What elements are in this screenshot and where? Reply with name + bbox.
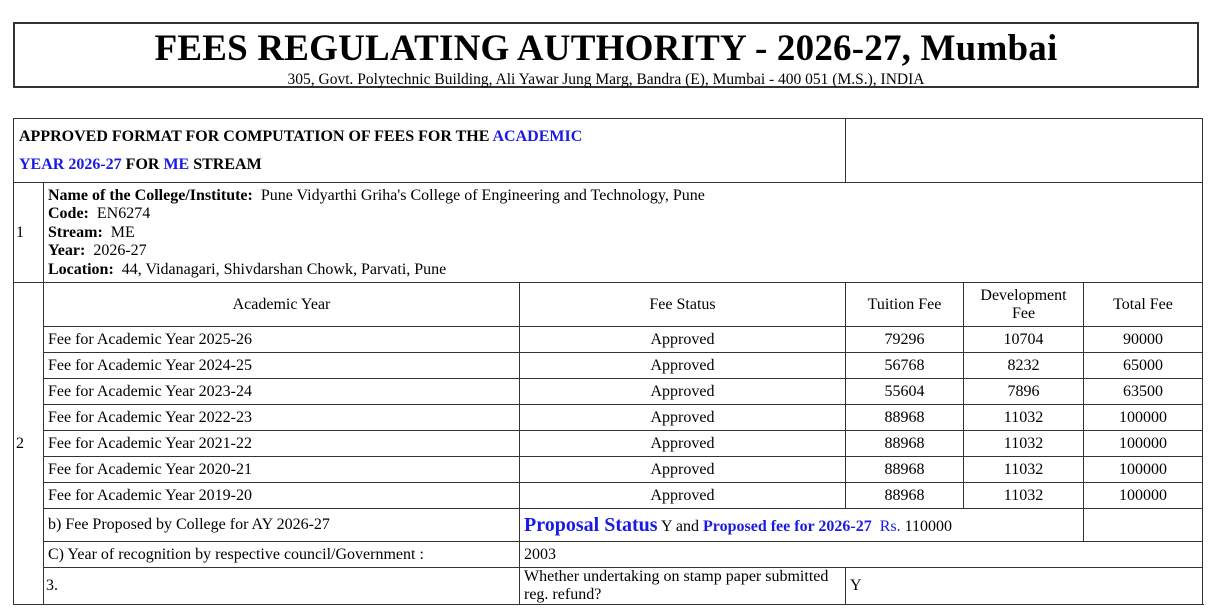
row-academic-year: Fee for Academic Year 2019-20 <box>44 483 520 509</box>
row-total-fee: 100000 <box>1084 483 1203 509</box>
college-name: Pune Vidyarthi Griha's College of Engineering and Technology, Pune <box>260 186 705 204</box>
row-fee-status: Approved <box>520 457 846 483</box>
row-development-fee: 8232 <box>964 353 1084 379</box>
proposed-fee-value: 110000 <box>900 517 953 535</box>
recognition-label: C) Year of recognition by respective council/Government : <box>44 542 520 568</box>
row-fee-status: Approved <box>520 353 846 379</box>
section-number-1: 1 <box>14 183 44 283</box>
fee-table-header-row <box>14 283 1203 327</box>
college-info-row <box>14 183 1203 283</box>
table-row <box>14 405 1203 431</box>
fee-computation-table <box>13 118 1203 605</box>
table-row <box>14 431 1203 457</box>
undertaking-row <box>14 568 1203 605</box>
college-location: 44, Vidanagari, Shivdarshan Chowk, Parvati, Pune <box>121 260 447 278</box>
col-tuition-fee: Tuition Fee <box>846 283 964 327</box>
row-total-fee: 100000 <box>1084 457 1203 483</box>
row-fee-status: Approved <box>520 483 846 509</box>
table-row <box>14 353 1203 379</box>
row-development-fee: 11032 <box>964 431 1084 457</box>
proposed-fee-label-blue: Proposed fee for 2026-27 <box>703 517 872 535</box>
row-total-fee: 90000 <box>1084 327 1203 353</box>
row-development-fee: 10704 <box>964 327 1084 353</box>
col-total-fee: Total Fee <box>1084 283 1203 327</box>
row-academic-year: Fee for Academic Year 2020-21 <box>44 457 520 483</box>
row-fee-status: Approved <box>520 379 846 405</box>
row-total-fee: 65000 <box>1084 353 1203 379</box>
row-tuition-fee: 88968 <box>846 457 964 483</box>
row-academic-year: Fee for Academic Year 2023-24 <box>44 379 520 405</box>
row-tuition-fee: 88968 <box>846 431 964 457</box>
row-total-fee: 63500 <box>1084 379 1203 405</box>
row-fee-status: Approved <box>520 327 846 353</box>
col-development-fee: Development Fee <box>964 283 1084 327</box>
college-year: 2026-27 <box>93 242 147 260</box>
proposed-fee-empty-cell <box>1084 509 1203 542</box>
section-number-3: 3. <box>44 568 520 605</box>
format-title-empty-cell <box>846 119 1203 183</box>
row-total-fee: 100000 <box>1084 405 1203 431</box>
proposed-fee-details <box>520 509 1084 542</box>
row-academic-year: Fee for Academic Year 2021-22 <box>44 431 520 457</box>
row-fee-status: Approved <box>520 405 846 431</box>
row-academic-year: Fee for Academic Year 2025-26 <box>44 327 520 353</box>
col-fee-status: Fee Status <box>520 283 846 327</box>
rs-label: Rs. <box>879 517 901 535</box>
row-development-fee: 11032 <box>964 405 1084 431</box>
section-number-2: 2 <box>14 283 44 605</box>
row-academic-year: Fee for Academic Year 2022-23 <box>44 405 520 431</box>
format-title-row <box>14 119 1203 183</box>
table-row <box>14 379 1203 405</box>
row-development-fee: 11032 <box>964 483 1084 509</box>
format-title: APPROVED FORMAT FOR COMPUTATION OF FEES FOR THE ACADEMIC YEAR 2026-27 FOR ME STREAM <box>14 119 846 183</box>
table-row <box>14 327 1203 353</box>
header-box <box>13 22 1199 88</box>
recognition-value: 2003 <box>520 542 1203 568</box>
row-development-fee: 11032 <box>964 457 1084 483</box>
authority-address: 305, Govt. Polytechnic Building, Ali Yawar Jung Marg, Bandra (E), Mumbai - 400 051 (M.S.), INDIA <box>287 71 925 88</box>
proposed-fee-row <box>14 509 1203 542</box>
table-row <box>14 457 1203 483</box>
row-tuition-fee: 79296 <box>846 327 964 353</box>
row-fee-status: Approved <box>520 431 846 457</box>
page-title: FEES REGULATING AUTHORITY - 2026-27, Mumbai <box>154 28 1058 69</box>
row-academic-year: Fee for Academic Year 2024-25 <box>44 353 520 379</box>
college-stream: ME <box>110 223 135 241</box>
undertaking-label: Whether undertaking on stamp paper submitted reg. refund? <box>520 568 846 605</box>
col-academic-year: Academic Year <box>44 283 520 327</box>
row-tuition-fee: 88968 <box>846 483 964 509</box>
college-code: EN6274 <box>96 205 151 223</box>
proposal-status-label: Proposal Status <box>524 513 658 536</box>
row-total-fee: 100000 <box>1084 431 1203 457</box>
proposed-fee-label: b) Fee Proposed by College for AY 2026-27 <box>44 509 520 542</box>
recognition-row <box>14 542 1203 568</box>
row-tuition-fee: 56768 <box>846 353 964 379</box>
proposal-status-value: Y and <box>657 517 704 535</box>
undertaking-value: Y <box>846 568 1203 605</box>
row-tuition-fee: 88968 <box>846 405 964 431</box>
row-development-fee: 7896 <box>964 379 1084 405</box>
college-info: Name of the College/Institute: Pune Vidyarthi Griha's College of Engineering and Technology, Pune Code: EN6274 Stream: ME Year: 2026-27 Location: 44, Vidanagari, Shivdarshan Chowk, Parvati, Pune <box>44 183 1203 283</box>
table-row <box>14 483 1203 509</box>
row-tuition-fee: 55604 <box>846 379 964 405</box>
